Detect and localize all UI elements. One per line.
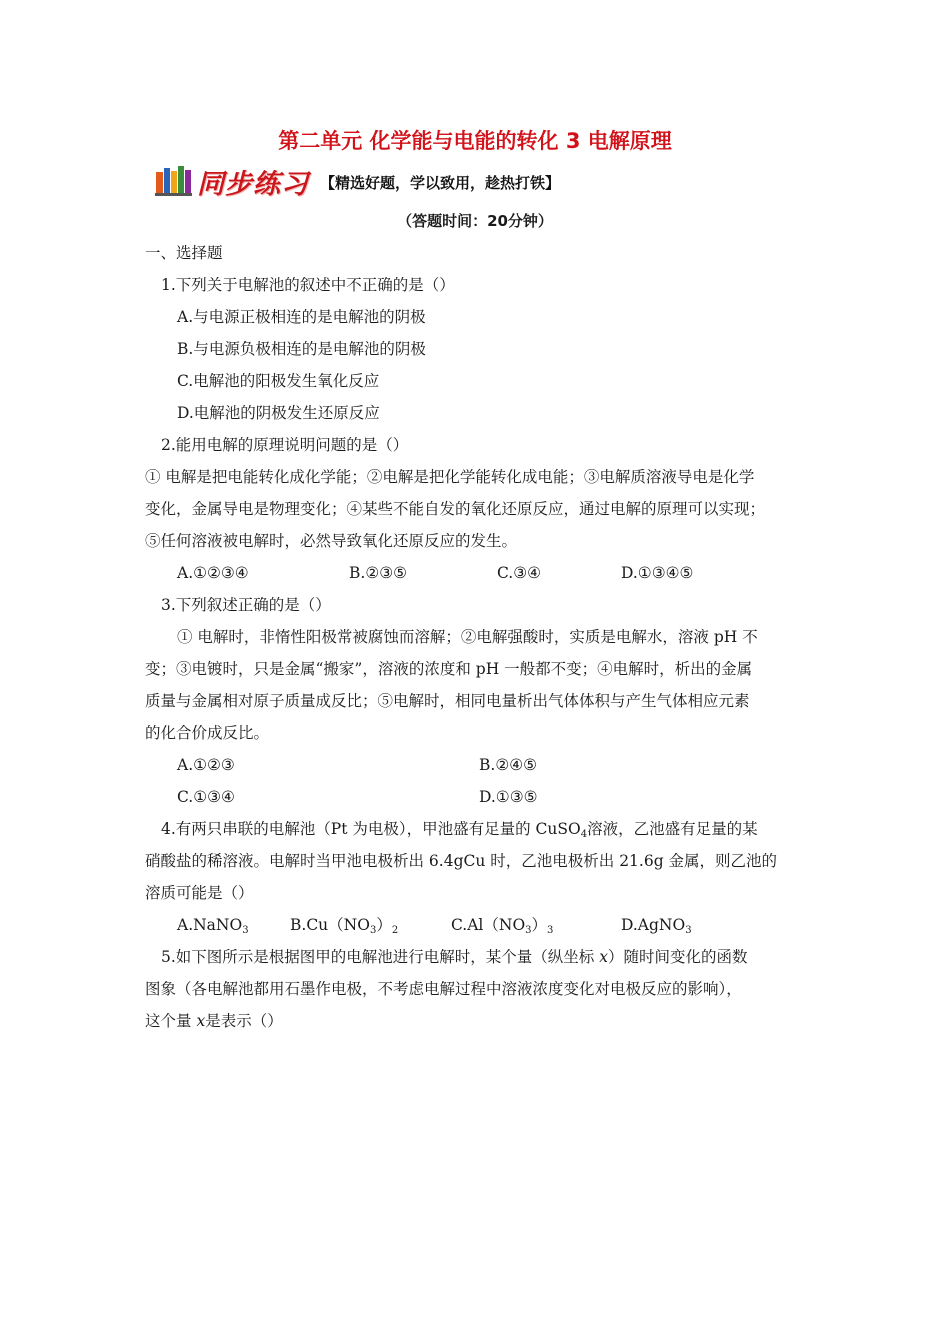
q5-stem: 5.如下图所示是根据图甲的电解池进行电解时，某个量（纵坐标 x）随时间变化的函数 — [161, 948, 748, 966]
q4-option-b: $B.Cu(NO_3)_2$ — [290, 916, 399, 936]
section-heading: 一、选择题 — [145, 244, 223, 262]
q2-text-line: 变化，金属导电是物理变化；④某些不能自发的氧化还原反应，通过电解的原理可以实现； — [145, 500, 766, 518]
q1-option-b: B.与电源负极相连的是电解池的阴极 — [177, 340, 426, 358]
q4-option-d: D.AgNO$_3$ — [621, 916, 692, 936]
q5-text-line: 这个量 x是表示（） — [145, 1012, 283, 1030]
q2-option-c: C.③④ — [497, 564, 542, 582]
q4-text-line: 硝酸盐的稀溶液。电解时当甲池电极析出 6.4gCu 时，乙池电极析出 21.6g 金属，则乙池的 — [145, 852, 778, 870]
q3-text-line: 变；③电镀时，只是金属“搬家”，溶液的浓度和 pH 一般都不变；④电解时，析出的金属 — [145, 660, 753, 678]
q4-text-line: 溶质可能是（） — [145, 884, 254, 902]
q2-option-d: D.①③④⑤ — [621, 564, 694, 582]
q5-text-line: 图象（各电解池都用石墨作电极，不考虑电解过程中溶液浓度变化对电极反应的影响）， — [145, 980, 742, 998]
books-icon — [155, 164, 193, 196]
q4-option-c: $C.Al(NO_3)_3$ — [451, 916, 554, 936]
q3-option-a: A.①②③ — [177, 756, 235, 774]
document-title: 第二单元 化学能与电能的转化 3 电解原理 — [278, 129, 672, 153]
q1-option-c: C.电解池的阳极发生氧化反应 — [177, 372, 380, 390]
q3-stem: 3.下列叙述正确的是（） — [161, 596, 331, 614]
q3-text-line: 的化合价成反比。 — [145, 724, 270, 742]
q4-stem: 4.有两只串联的电解池（Pt 为电极），甲池盛有足量的 CuSO$_4$溶液，乙池盛有足量的某 — [161, 820, 758, 840]
q3-option-b: B.②④⑤ — [479, 756, 538, 774]
q4-option-a: A.NaNO$_3$ — [177, 916, 249, 936]
banner-label: 同步练习 — [197, 169, 309, 200]
banner-tagline: 【精选好题，学以致用，趁热打铁】 — [320, 174, 561, 192]
q1-option-a: A.与电源正极相连的是电解池的阴极 — [177, 308, 426, 326]
q3-option-d: D.①③⑤ — [479, 788, 538, 806]
answer-time-note: （答题时间：20分钟） — [397, 212, 553, 230]
q3-text-line: 质量与金属相对原子质量成反比；⑤电解时，相同电量析出气体体积与产生气体相应元素 — [145, 692, 750, 710]
q3-option-c: C.①③④ — [177, 788, 235, 806]
q1-option-d: D.电解池的阴极发生还原反应 — [177, 404, 380, 422]
q2-option-b: B.②③⑤ — [349, 564, 408, 582]
q2-stem: 2.能用电解的原理说明问题的是（） — [161, 436, 409, 454]
q1-stem: 1.下列关于电解池的叙述中不正确的是（） — [161, 276, 455, 294]
q2-option-a: A.①②③④ — [177, 564, 249, 582]
q2-text-line: ⑤任何溶液被电解时，必然导致氧化还原反应的发生。 — [145, 532, 518, 550]
q3-text-line: ① 电解时，非惰性阳极常被腐蚀而溶解；②电解强酸时，实质是电解水，溶液 pH 不 — [177, 628, 758, 646]
q2-text-line: ① 电解是把电能转化成化学能；②电解是把化学能转化成电能；③电解质溶液导电是化学 — [145, 468, 755, 486]
